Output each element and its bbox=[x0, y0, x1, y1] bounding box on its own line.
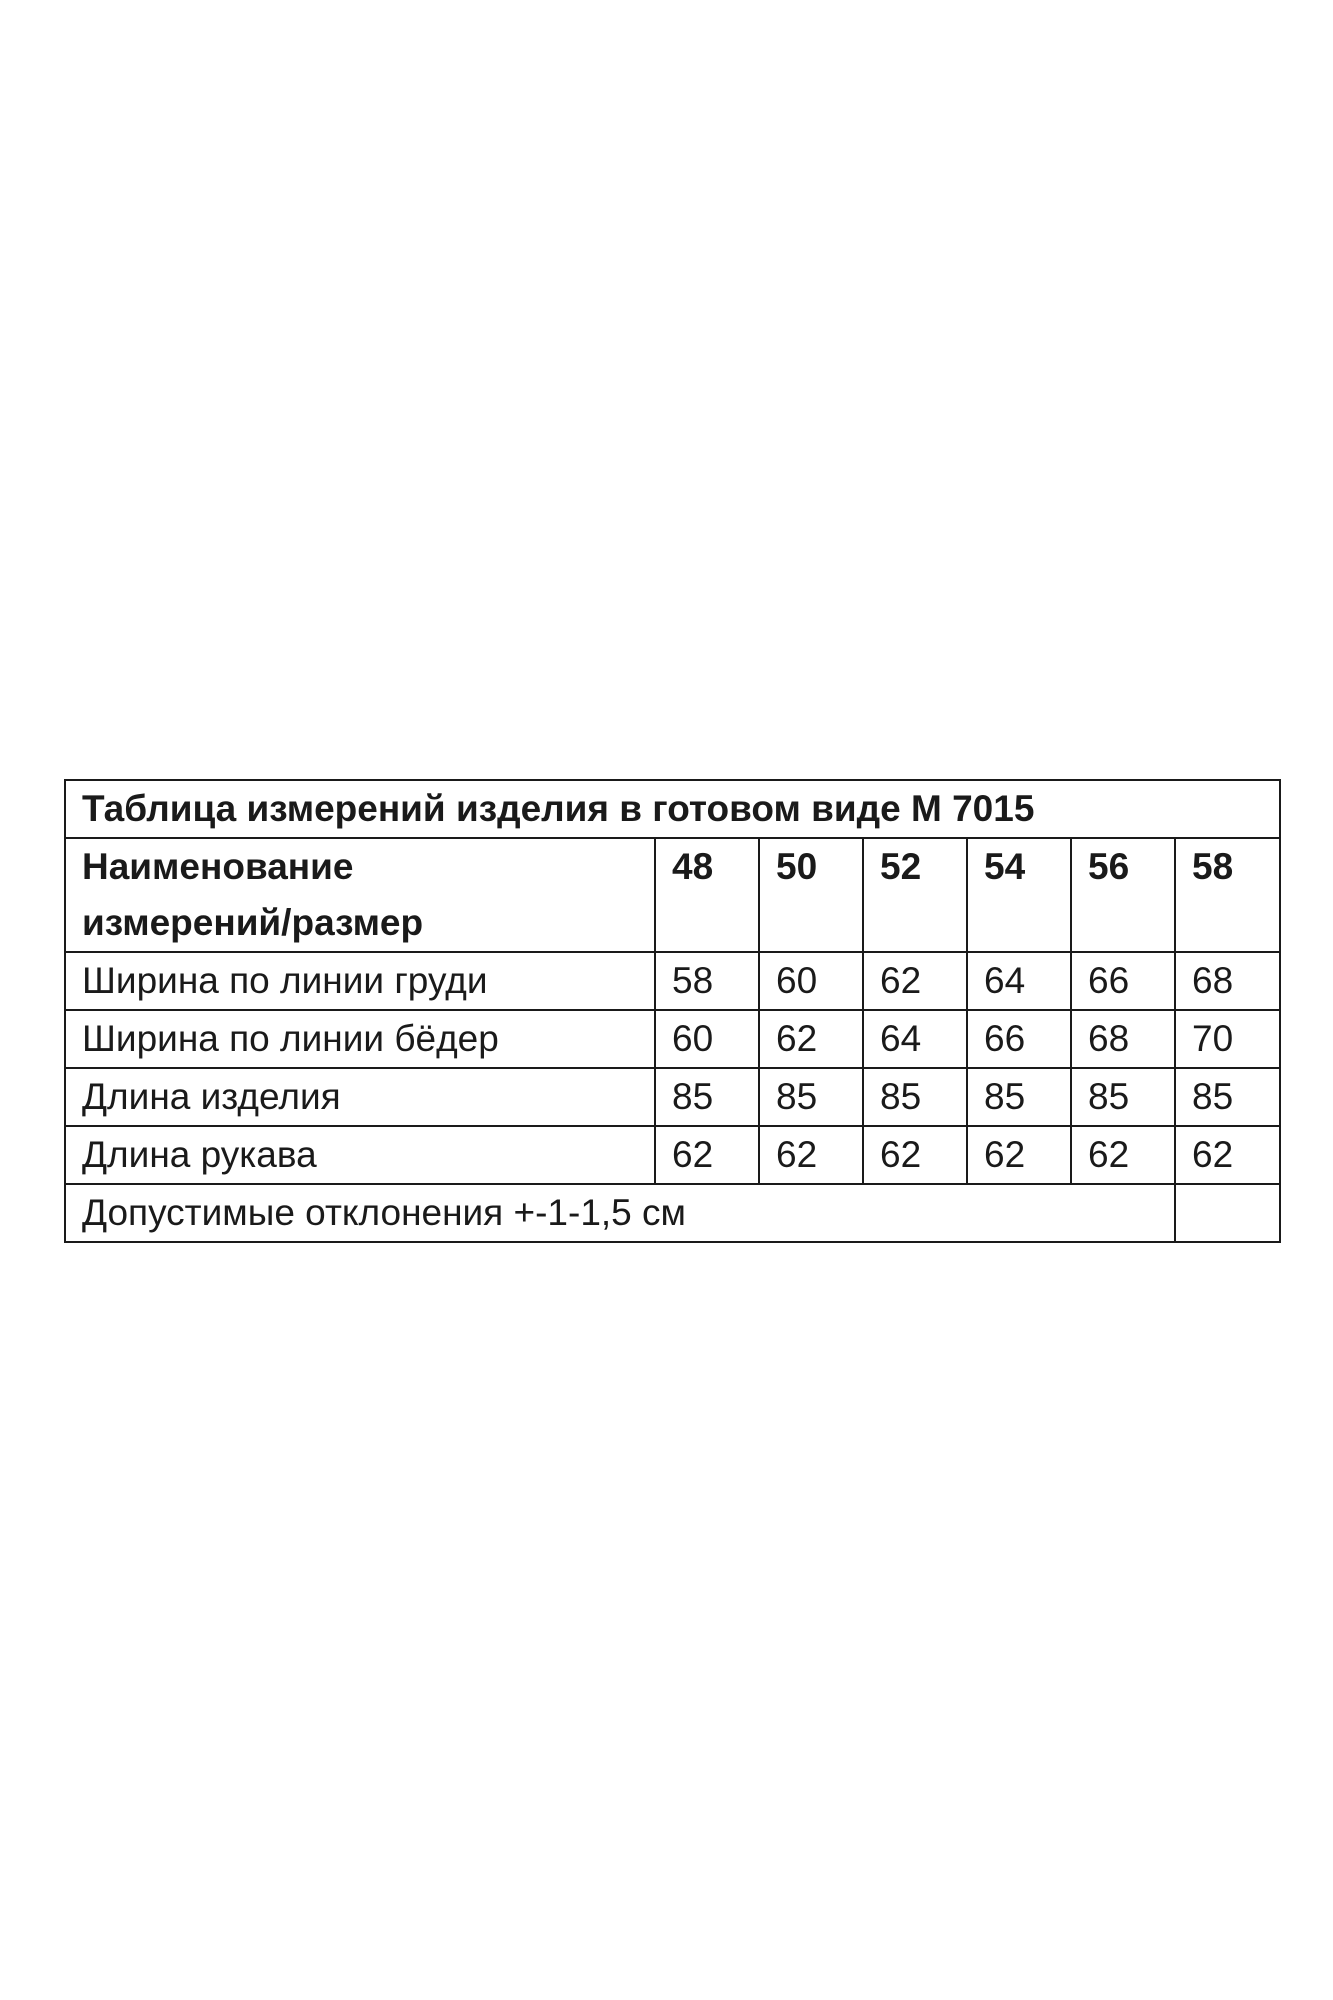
size-header-48: 48 bbox=[655, 838, 759, 952]
table-cell: 68 bbox=[1175, 952, 1280, 1010]
empty-cell bbox=[1175, 1184, 1280, 1242]
size-measurement-table bbox=[64, 779, 1281, 1243]
size-header-56: 56 bbox=[1071, 838, 1175, 952]
table-cell: 62 bbox=[1175, 1126, 1280, 1184]
table-cell: 85 bbox=[863, 1068, 967, 1126]
table-cell: 62 bbox=[759, 1126, 863, 1184]
table-cell: 85 bbox=[1175, 1068, 1280, 1126]
table-cell: 66 bbox=[967, 1010, 1071, 1068]
table-cell: 85 bbox=[967, 1068, 1071, 1126]
table-cell: 85 bbox=[1071, 1068, 1175, 1126]
table-row bbox=[65, 1010, 1280, 1068]
table-cell: 85 bbox=[655, 1068, 759, 1126]
table-cell: 62 bbox=[863, 1126, 967, 1184]
table-cell: 70 bbox=[1175, 1010, 1280, 1068]
table-cell: 58 bbox=[655, 952, 759, 1010]
table-cell: 62 bbox=[863, 952, 967, 1010]
table-cell: 85 bbox=[759, 1068, 863, 1126]
size-header-54: 54 bbox=[967, 838, 1071, 952]
table-cell: 68 bbox=[1071, 1010, 1175, 1068]
table-cell: 62 bbox=[967, 1126, 1071, 1184]
table-cell: 62 bbox=[1071, 1126, 1175, 1184]
table-cell: 60 bbox=[759, 952, 863, 1010]
table-cell: 64 bbox=[863, 1010, 967, 1068]
size-header-52: 52 bbox=[863, 838, 967, 952]
row-label: Длина изделия bbox=[65, 1068, 655, 1126]
table-footer-row bbox=[65, 1184, 1280, 1242]
row-label: Ширина по линии бёдер bbox=[65, 1010, 655, 1068]
table-row bbox=[65, 1126, 1280, 1184]
table-cell: 64 bbox=[967, 952, 1071, 1010]
row-label: Ширина по линии груди bbox=[65, 952, 655, 1010]
table-cell: 62 bbox=[759, 1010, 863, 1068]
header-label-line2: измерений/размер bbox=[82, 902, 424, 943]
table-cell: 62 bbox=[655, 1126, 759, 1184]
row-label: Длина рукава bbox=[65, 1126, 655, 1184]
table-row bbox=[65, 952, 1280, 1010]
table-row bbox=[65, 1068, 1280, 1126]
size-header-50: 50 bbox=[759, 838, 863, 952]
table-header-row bbox=[65, 838, 1280, 952]
table-title: Таблица измерений изделия в готовом виде М 7015 bbox=[65, 780, 1280, 838]
table-title-row bbox=[65, 780, 1280, 838]
header-label bbox=[65, 838, 655, 952]
size-header-58: 58 bbox=[1175, 838, 1280, 952]
header-label-line1: Наименование bbox=[82, 846, 354, 887]
table-cell: 66 bbox=[1071, 952, 1175, 1010]
table-cell: 60 bbox=[655, 1010, 759, 1068]
tolerance-note: Допустимые отклонения +-1-1,5 см bbox=[65, 1184, 1175, 1242]
